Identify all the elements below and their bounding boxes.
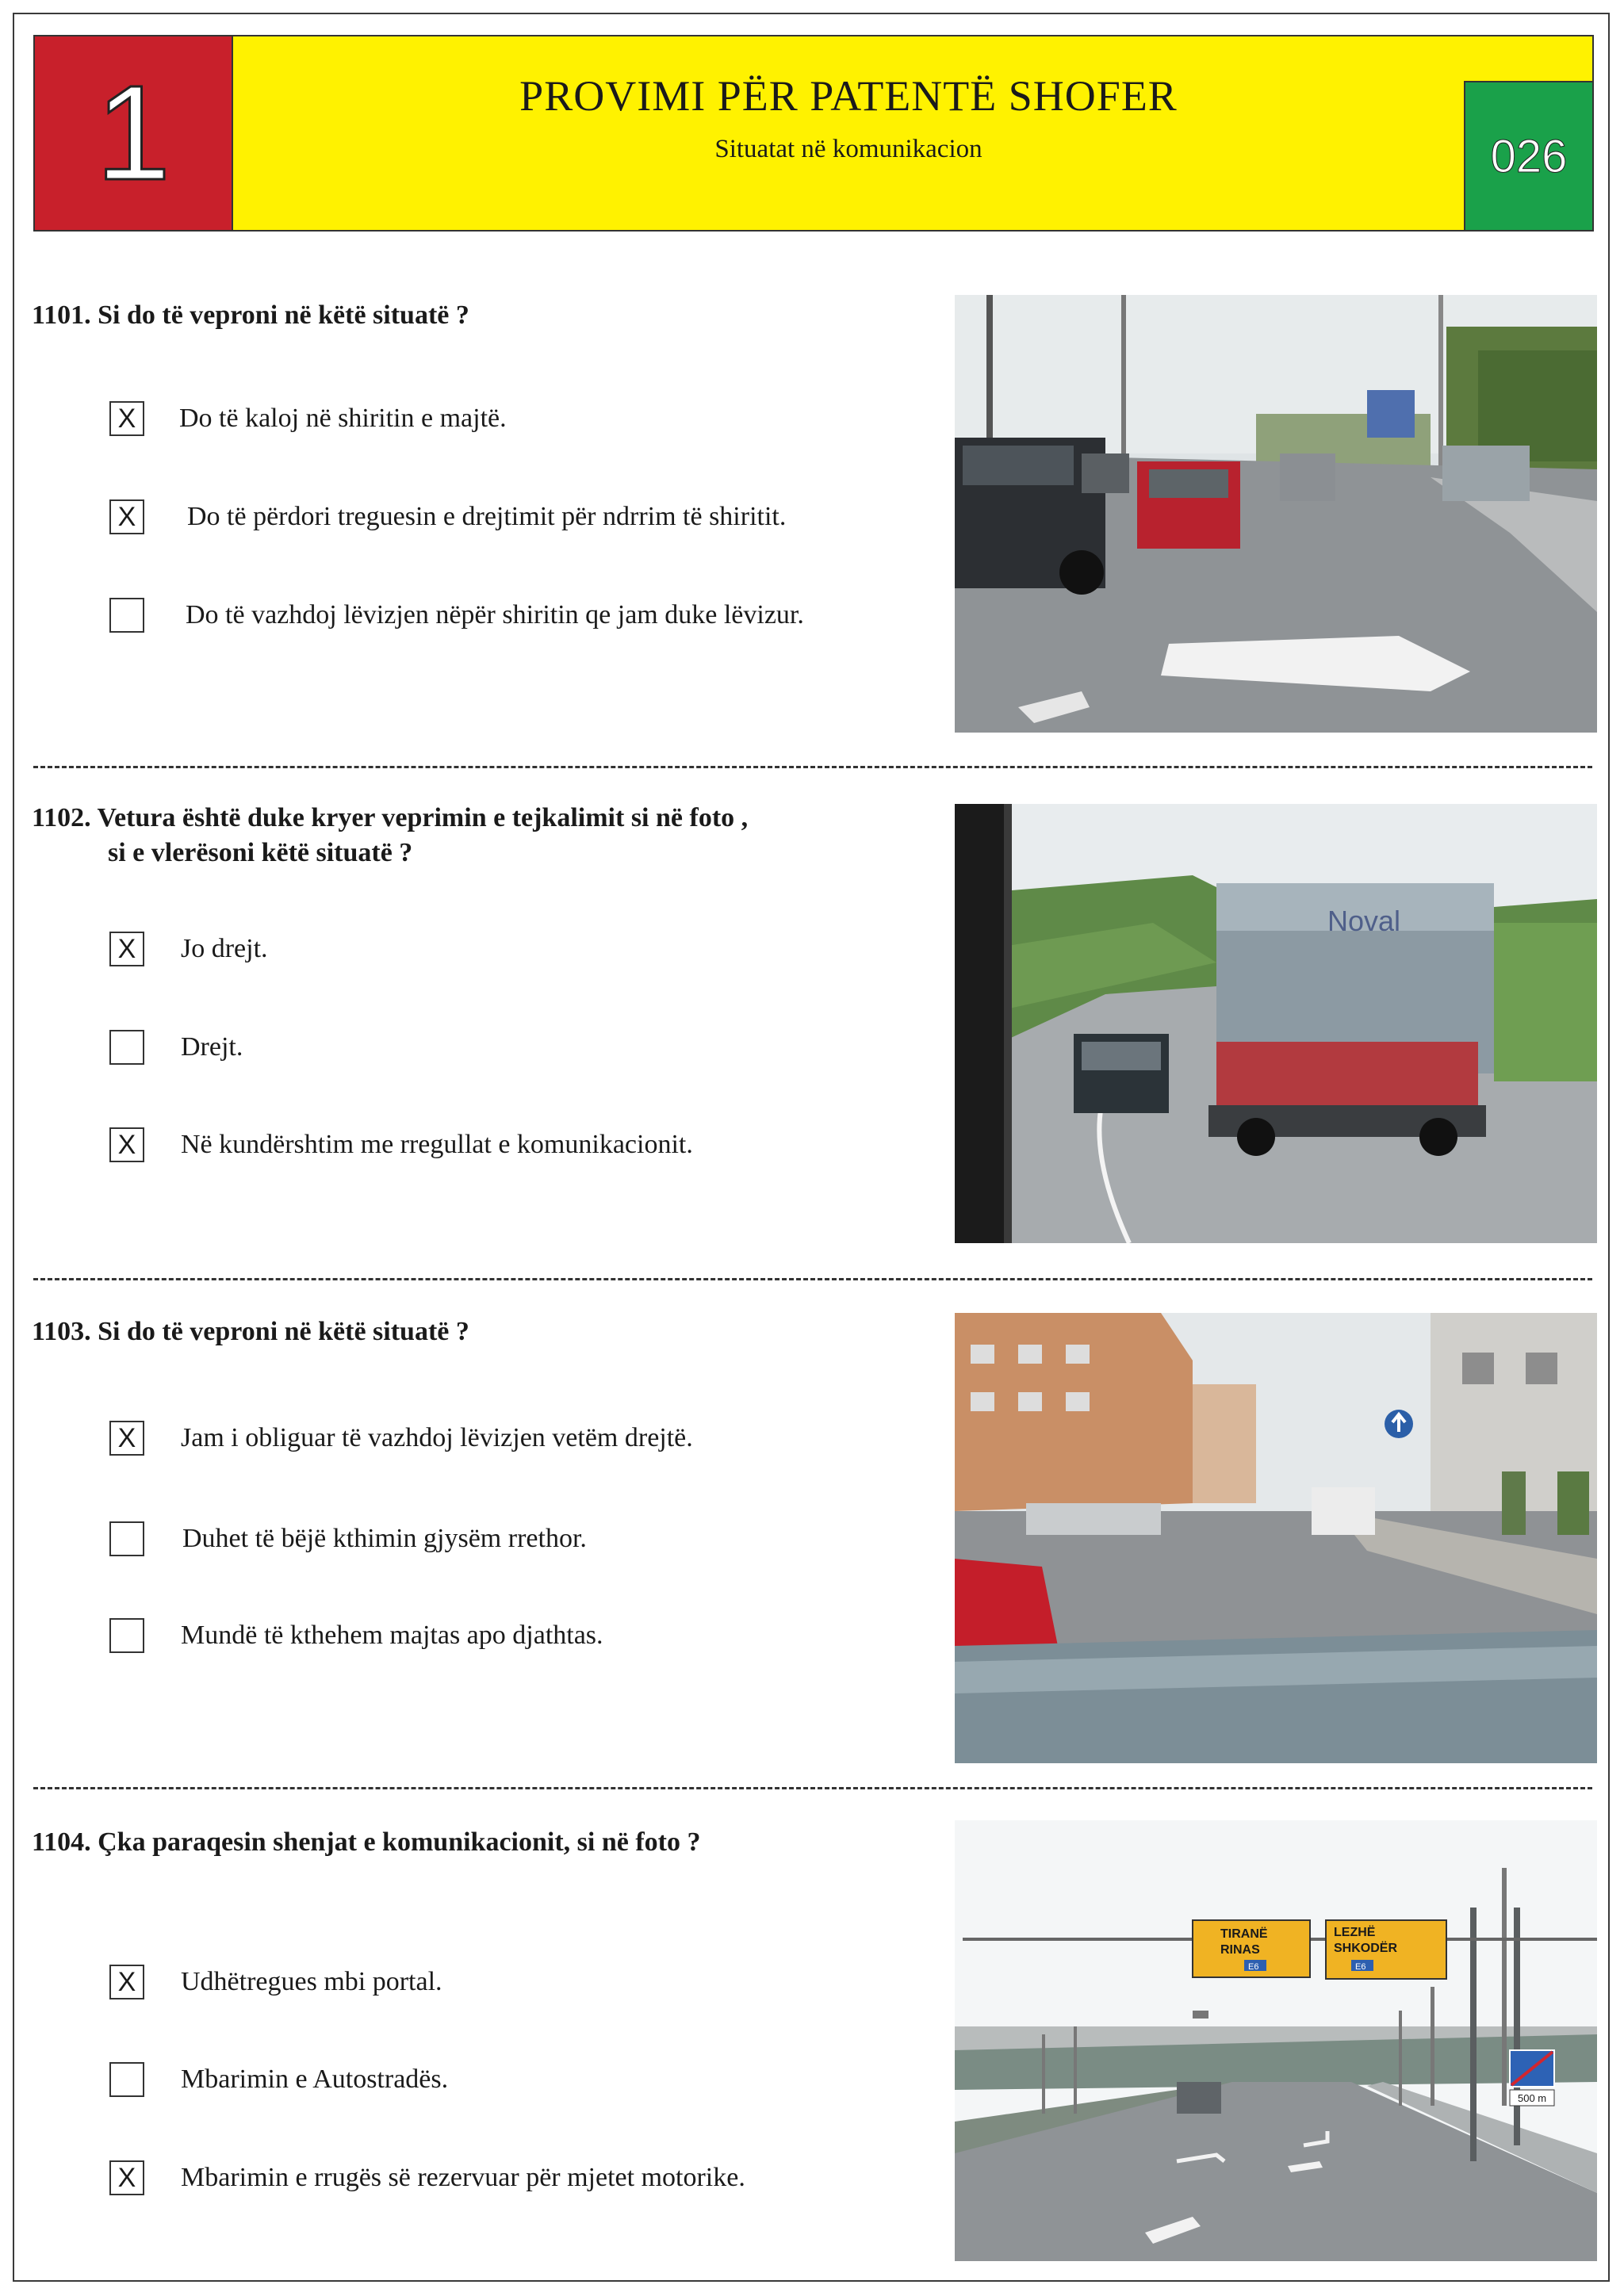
- answer-checkbox[interactable]: [109, 598, 144, 633]
- answer-option[interactable]: [109, 2158, 745, 2198]
- question-photo-road-lanes: [955, 295, 1597, 733]
- question-line: Si do të veproni në këtë situatë ?: [98, 300, 469, 330]
- question-line: Çka paraqesin shenjat e komunikacionit, si në foto ?: [98, 1827, 701, 1857]
- page-code: 026: [1464, 81, 1592, 230]
- answer-checkbox[interactable]: X: [109, 932, 144, 966]
- sign-distance: 500 m: [1518, 2092, 1547, 2104]
- page-subtitle: Situatat në komunikacion: [714, 135, 982, 163]
- answer-option[interactable]: [109, 595, 804, 635]
- section-divider: [33, 766, 1592, 768]
- answer-option[interactable]: [109, 1027, 243, 1067]
- page-header: [33, 35, 1594, 232]
- answer-checkbox[interactable]: X: [109, 2160, 144, 2195]
- answer-label: Udhëtregues mbi portal.: [181, 1967, 442, 1996]
- answer-checkbox[interactable]: X: [109, 1965, 144, 1999]
- answer-label: Duhet të bëjë kthimin gjysëm rrethor.: [182, 1524, 587, 1553]
- answer-label: Mbarimin e Autostradës.: [181, 2064, 449, 2094]
- sign-route: E6: [1248, 1962, 1259, 1972]
- question-line: si e vlerësoni këtë situatë ?: [108, 838, 413, 867]
- answer-checkbox[interactable]: X: [109, 499, 144, 534]
- section-divider: [33, 1787, 1592, 1789]
- answer-option[interactable]: [109, 1418, 693, 1458]
- question-photo-overtaking: [955, 804, 1597, 1243]
- question-photo-one-way-street: [955, 1313, 1597, 1763]
- question-line: Si do të veproni në këtë situatë ?: [98, 1317, 469, 1346]
- answer-label: Do të përdori treguesin e drejtimit për ndrrim të shiritit.: [187, 502, 787, 531]
- answer-checkbox[interactable]: [109, 1030, 144, 1065]
- sign-text: LEZHË: [1334, 1926, 1376, 1939]
- question-photo-highway-portal: [955, 1820, 1597, 2261]
- answer-checkbox[interactable]: [109, 1521, 144, 1556]
- page-title: PROVIMI PËR PATENTË SHOFER: [519, 72, 1178, 120]
- question-number: 1102.: [32, 803, 91, 832]
- question-text: [32, 1314, 469, 1349]
- sign-text: RINAS: [1220, 1943, 1260, 1957]
- answer-option[interactable]: [109, 929, 268, 969]
- section-divider: [33, 1278, 1592, 1280]
- answer-option[interactable]: [109, 2060, 448, 2099]
- answer-label: Drejt.: [181, 1032, 243, 1062]
- svg-text:Noval: Noval: [1327, 905, 1401, 937]
- answer-label: Në kundërshtim me rregullat e komunikacionit.: [181, 1130, 693, 1159]
- answer-checkbox[interactable]: X: [109, 401, 144, 436]
- sign-text: SHKODËR: [1334, 1942, 1398, 1955]
- answer-label: Mbarimin e rrugës së rezervuar për mjetet motorike.: [181, 2163, 745, 2192]
- answer-checkbox[interactable]: X: [109, 1421, 144, 1456]
- answer-label: Do të vazhdoj lëvizjen nëpër shiritin qe jam duke lëvizur.: [186, 600, 804, 629]
- category-number: 1: [35, 36, 233, 230]
- answer-label: Mundë të kthehem majtas apo djathtas.: [181, 1621, 603, 1650]
- answer-checkbox[interactable]: [109, 2062, 144, 2097]
- question-text: [32, 298, 469, 333]
- answer-option[interactable]: [109, 399, 507, 438]
- answer-option[interactable]: [109, 1962, 442, 2002]
- answer-checkbox[interactable]: X: [109, 1127, 144, 1162]
- answer-option[interactable]: [109, 497, 786, 537]
- answer-checkbox[interactable]: [109, 1618, 144, 1653]
- answer-label: Do të kaloj në shiritin e majtë.: [179, 404, 507, 433]
- answer-option[interactable]: [109, 1519, 587, 1559]
- answer-option[interactable]: [109, 1616, 603, 1655]
- question-text: [32, 1825, 701, 1860]
- answer-option[interactable]: [109, 1125, 693, 1165]
- answer-label: Jam i obliguar të vazhdoj lëvizjen vetëm drejtë.: [181, 1423, 693, 1452]
- question-text: [32, 801, 748, 871]
- question-line: Vetura është duke kryer veprimin e tejkalimit si në foto ,: [97, 803, 749, 832]
- sign-text: TIRANË: [1220, 1927, 1268, 1941]
- sign-route: E6: [1355, 1962, 1366, 1972]
- question-number: 1103.: [32, 1317, 91, 1346]
- question-number: 1101.: [32, 300, 91, 330]
- question-number: 1104.: [32, 1827, 91, 1857]
- answer-label: Jo drejt.: [181, 934, 268, 963]
